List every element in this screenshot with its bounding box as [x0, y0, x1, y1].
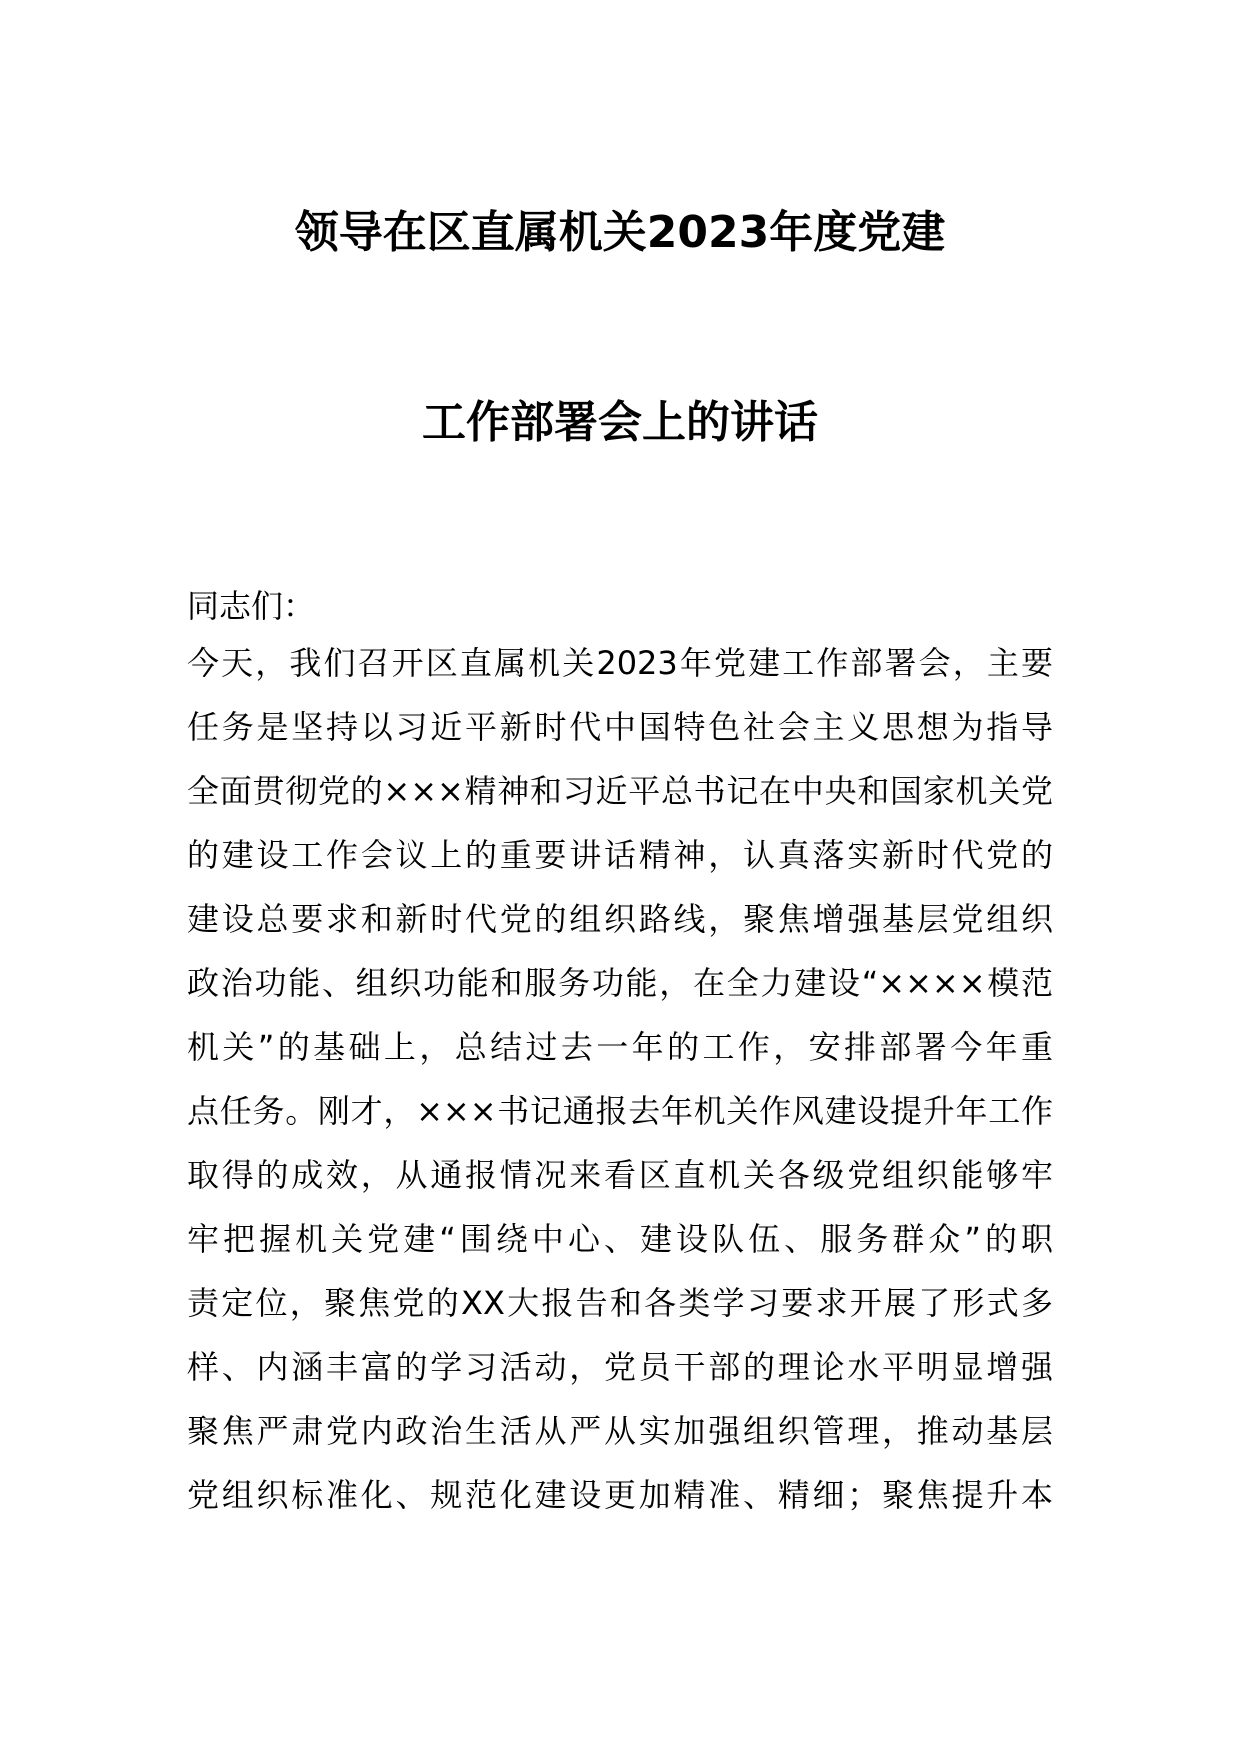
body-line: 全面贯彻党的×××精神和习近平总书记在中央和国家机关党: [187, 772, 1053, 810]
body-line: 牢把握机关党建“围绕中心、建设队伍、服务群众”的职: [187, 1220, 1053, 1258]
body-line: 责定位，聚焦党的XX大报告和各类学习要求开展了形式多: [187, 1284, 1053, 1322]
salutation: 同志们：: [187, 587, 316, 625]
document-title-line-2: 工作部署会上的讲话: [422, 397, 818, 448]
body-line: 机关”的基础上，总结过去一年的工作，安排部署今年重: [187, 1028, 1053, 1066]
body-line: 党组织标准化、规范化建设更加精准、精细；聚焦提升本: [187, 1476, 1053, 1514]
body-line: 样、内涵丰富的学习活动，党员干部的理论水平明显增强: [187, 1348, 1053, 1386]
body-line: 点任务。刚才，×××书记通报去年机关作风建设提升年工作: [187, 1092, 1053, 1130]
body-line: 建设总要求和新时代党的组织路线，聚焦增强基层党组织: [187, 900, 1053, 938]
body-line: 取得的成效，从通报情况来看区直机关各级党组织能够牢: [187, 1156, 1053, 1194]
body-line: 任务是坚持以习近平新时代中国特色社会主义思想为指导: [187, 708, 1053, 746]
body-line: 政治功能、组织功能和服务功能，在全力建设“××××模范: [187, 964, 1053, 1002]
body-line: 今天，我们召开区直属机关2023年党建工作部署会，主要: [187, 644, 1053, 682]
body-line: 的建设工作会议上的重要讲话精神，认真落实新时代党的: [187, 836, 1053, 874]
document-title-line-1: 领导在区直属机关2023年度党建: [294, 207, 946, 258]
body-line: 聚焦严肃党内政治生活从严从实加强组织管理，推动基层: [187, 1412, 1053, 1450]
